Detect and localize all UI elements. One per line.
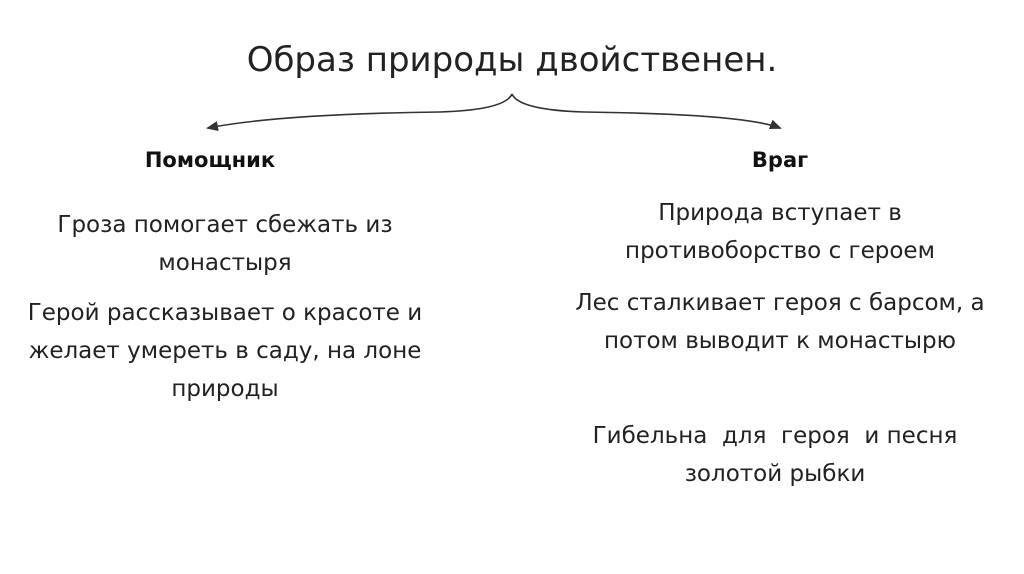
arrow-left [208,94,512,128]
left-column-heading: Помощник [144,148,276,172]
right-item-3: Гибельна для героя и песня золотой рыбки [592,423,965,487]
left-item-2: Герой рассказывает о красоте и желает умереть в саду, на лоне природы [27,300,423,402]
slide-title: Образ природы двойственен. [246,40,778,80]
right-item-1: Природа вступает в противоборство с героем [625,200,935,264]
right-item-2: Лес сталкивает героя с барсом, а потом выводит к монастырю [575,290,985,354]
arrow-right [512,94,780,128]
left-item-1: Гроза помогает сбежать из монастыря [57,212,393,276]
right-column-heading: Враг [751,148,809,172]
